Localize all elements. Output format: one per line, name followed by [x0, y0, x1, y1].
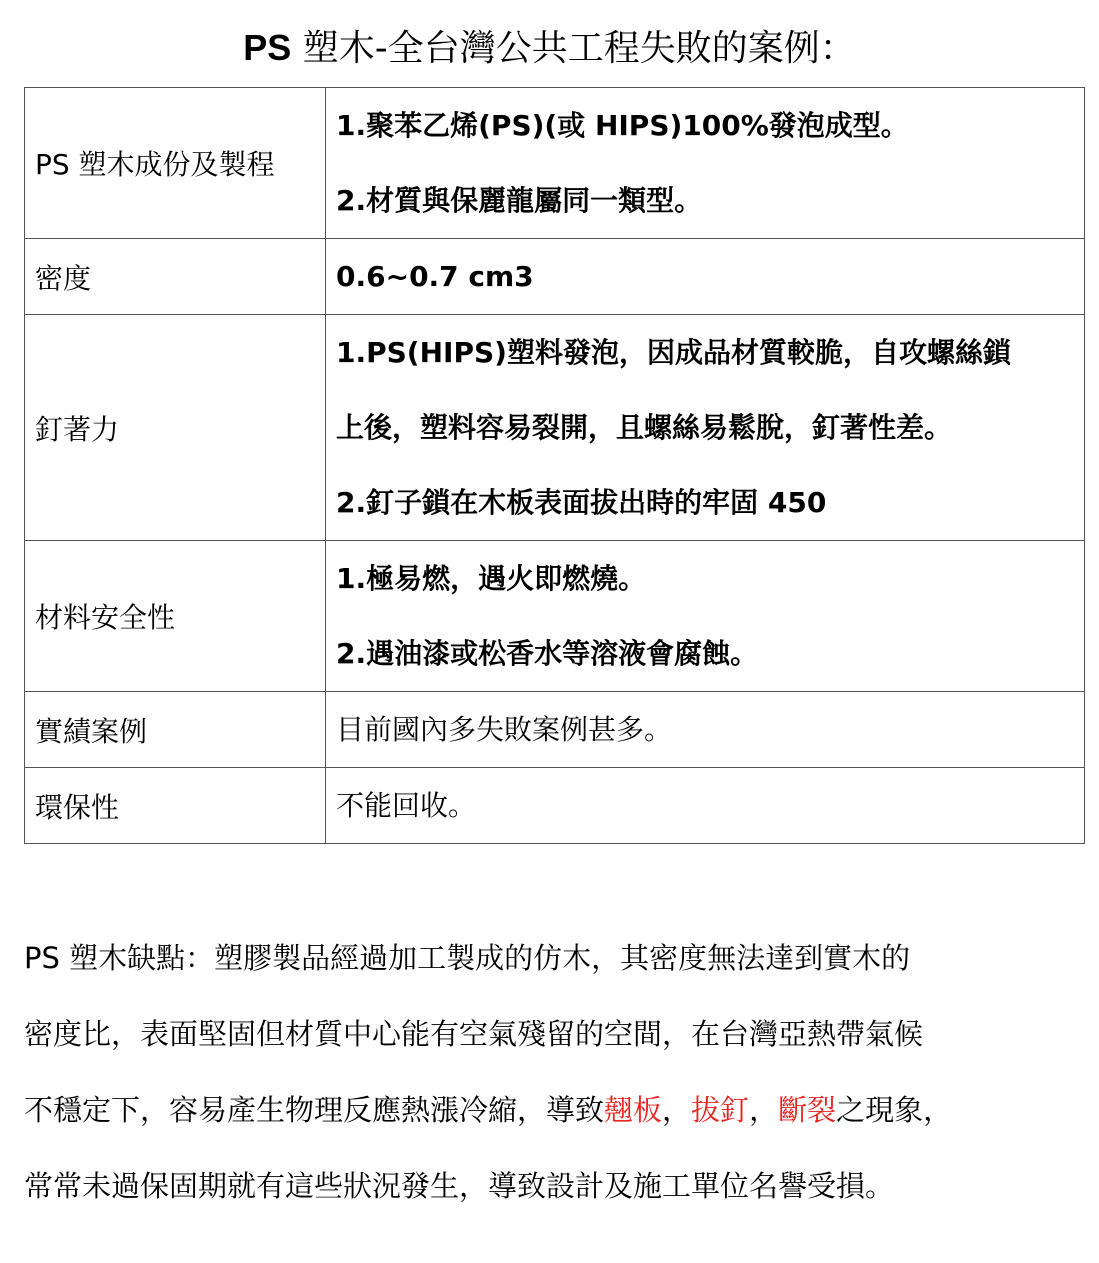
row-label: 實績案例 — [25, 692, 326, 768]
row-value — [326, 541, 1085, 692]
paragraph-text: 不穩定下，容易產生物理反應熱漲冷縮，導致 — [24, 1093, 605, 1127]
separator: ， — [662, 1093, 692, 1127]
value-line: 1.極易燃，遇火即燃燒。 — [336, 562, 647, 595]
paragraph-text: 之現象， — [836, 1093, 953, 1127]
value-line: 上後，塑料容易裂開，且螺絲易鬆脫，釘著性差。 — [336, 411, 953, 444]
table-row — [25, 315, 1085, 541]
highlight-warping: 翹板 — [604, 1093, 663, 1127]
separator: ， — [749, 1093, 779, 1127]
row-label: 密度 — [25, 239, 326, 315]
value-line: 2.釘子鎖在木板表面拔出時的牢固 450 — [336, 486, 827, 519]
paragraph-line — [24, 1072, 1084, 1148]
value-line: 目前國內多失敗案例甚多。 — [336, 713, 673, 746]
table-row — [25, 541, 1085, 692]
row-value — [326, 692, 1085, 768]
table-row — [25, 768, 1085, 844]
table-row — [25, 692, 1085, 768]
highlight-fracture: 斷裂 — [778, 1093, 837, 1127]
paragraph-line: PS 塑木缺點：塑膠製品經過加工製成的仿木，其密度無法達到實木的 — [24, 941, 911, 975]
value-line: 2.材質與保麗龍屬同一類型。 — [336, 184, 703, 217]
paragraph-line: 密度比，表面堅固但材質中心能有空氣殘留的空間，在台灣亞熱帶氣候 — [24, 1017, 924, 1051]
row-value — [326, 239, 1085, 315]
row-label: PS 塑木成份及製程 — [25, 88, 326, 239]
table-row — [25, 239, 1085, 315]
value-line: 2.遇油漆或松香水等溶液會腐蝕。 — [336, 637, 759, 670]
row-label: 材料安全性 — [25, 541, 326, 692]
value-line: 0.6~0.7 cm3 — [336, 260, 534, 293]
paragraph-line: 常常未過保固期就有這些狀況發生，導致設計及施工單位名譽受損。 — [24, 1169, 895, 1203]
value-line: 1.聚苯乙烯(PS)(或 HIPS)100%發泡成型。 — [336, 109, 909, 142]
row-value — [326, 88, 1085, 239]
spec-table — [24, 87, 1085, 844]
page-title — [0, 20, 1099, 77]
drawbacks-paragraph — [24, 920, 1084, 1224]
row-value — [326, 768, 1085, 844]
row-value — [326, 315, 1085, 541]
value-line: 1.PS(HIPS)塑料發泡，因成品材質較脆，自攻螺絲鎖 — [336, 336, 1011, 369]
row-label: 環保性 — [25, 768, 326, 844]
page-title-text: 塑木-全台灣公共工程失敗的案例： — [291, 28, 856, 69]
value-line: 不能回收。 — [336, 789, 477, 822]
row-label: 釘著力 — [25, 315, 326, 541]
page-title-prefix: PS — [243, 27, 292, 68]
highlight-nail-pull: 拔釘 — [691, 1093, 750, 1127]
table-row — [25, 88, 1085, 239]
